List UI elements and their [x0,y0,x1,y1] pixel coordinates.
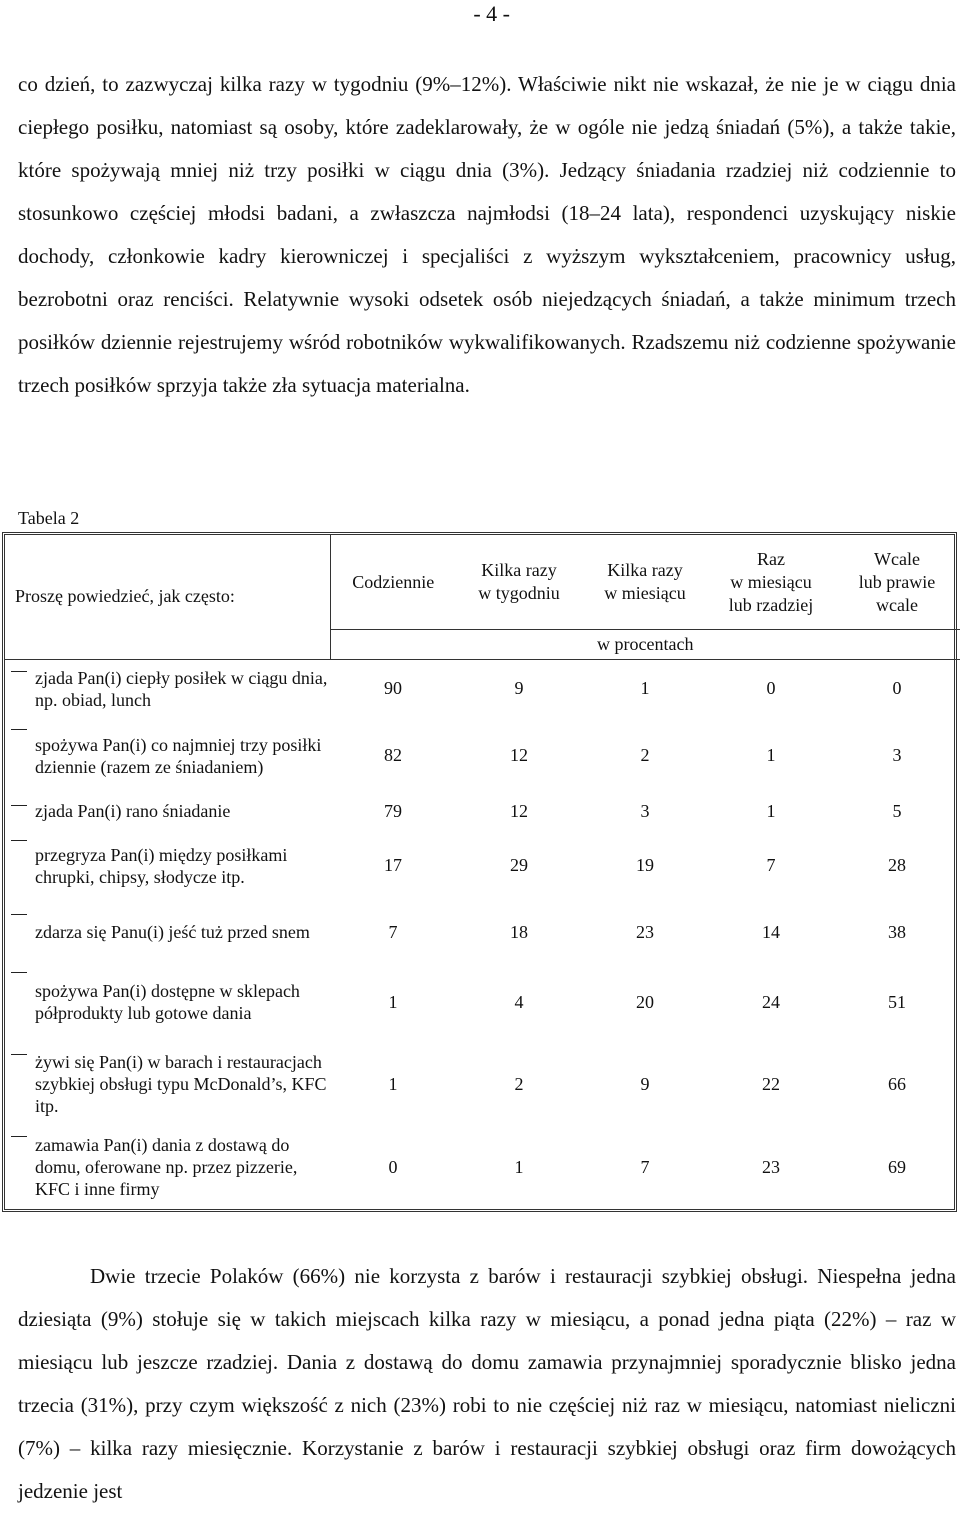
cell-value: 9 [640,1073,650,1094]
row-label [5,1043,330,1125]
page-number: - 4 - [473,1,510,26]
table-row [5,961,960,1043]
cell-value: 2 [640,745,650,766]
cell-value: 4 [514,991,524,1012]
cell-value: 17 [384,855,402,876]
cell-value: 7 [388,921,398,942]
row-label-text: żywi się Pan(i) w barach i restauracjach szybkiej obsługi typu McDonald’s, KFC itp. [35,1052,327,1117]
cell-value: 1 [388,991,398,1012]
cell-value: 1 [514,1156,524,1177]
cell-value: 1 [766,745,776,766]
cell-value: 23 [636,921,654,942]
column-header: Codziennie [352,571,435,592]
cell-value: 38 [888,921,906,942]
cell-value: 51 [888,991,906,1012]
row-label-text: zjada Pan(i) ciepły posiłek w ciągu dnia, np. obiad, lunch [35,667,328,710]
cell-value: 5 [892,800,902,821]
row-label [5,903,330,962]
row-label [5,829,330,902]
table-row [5,829,960,902]
cell-value: 69 [888,1156,906,1177]
cell-value: 0 [388,1156,398,1177]
column-header: Wcale lub prawie wcale [858,548,936,615]
row-label [5,961,330,1043]
cell-value: 0 [708,659,834,718]
row-label-text: spożywa Pan(i) dostępne w sklepach półprodukty lub gotowe dania [35,981,300,1024]
row-label-text: przegryza Pan(i) między posiłkami chrupki, chipsy, słodycze itp. [35,844,288,887]
cell-value: 12 [510,745,528,766]
row-label [5,659,330,718]
table-row [5,659,960,718]
row-label-text: spożywa Pan(i) co najmniej trzy posiłki dziennie (razem ze śniadaniem) [35,734,322,777]
table-row [5,903,960,962]
unit-label: w procentach [330,630,960,659]
cell-value: 82 [384,745,402,766]
body-paragraph-bottom: Dwie trzecie Polaków (66%) nie korzysta z barów i restauracji szybkiej obsługi. Niespełna jedna dziesiąta (9%) stołuje się w takich miejscach kilka razy w miesiącu, a ponad jedna piąta (22%) – raz w miesiącu lub jeszcze rzadziej. Dania z dostawą do domu zamawia przynajmniej sporadycznie blisko jedna trzecia (31%), przy czym większość z nich (23%) robi to nie częściej niż raz w miesiącu, natomiast nieliczni (7%) – kilka razy miesięcznie. Korzystanie z barów i restauracji szybkiej obsługi oraz firm dowożących jedzenie jest [18,1264,956,1503]
cell-value: 1 [766,800,776,821]
cell-value: 66 [888,1073,906,1094]
cell-value: 22 [762,1073,780,1094]
row-label [5,1125,330,1209]
cell-value: 18 [510,921,528,942]
cell-value: 9 [456,659,582,718]
cell-value: 1 [388,1073,398,1094]
table-question: Proszę powiedzieć, jak często: [5,535,330,659]
cell-value: 3 [892,745,902,766]
column-header: Kilka razy w miesiącu [604,560,686,604]
cell-value: 24 [762,991,780,1012]
cell-value: 90 [330,659,456,718]
table-caption: Tabela 2 [18,508,80,528]
cell-value: 20 [636,991,654,1012]
table-row [5,794,960,830]
column-header: Kilka razy w tygodniu [478,560,560,604]
cell-value: 7 [640,1156,650,1177]
cell-value: 0 [834,659,960,718]
cell-value: 1 [582,659,708,718]
cell-value: 23 [762,1156,780,1177]
row-label [5,794,330,830]
row-label-text: zdarza się Panu(i) jeść tuż przed snem [35,922,310,942]
cell-value: 79 [384,800,402,821]
column-header: Raz w miesiącu lub rzadziej [728,548,814,615]
cell-value: 7 [766,855,776,876]
cell-value: 3 [640,800,650,821]
cell-value: 29 [510,855,528,876]
table-row [5,1043,960,1125]
row-label-text: zamawia Pan(i) dania z dostawą do domu, oferowane np. przez pizzerie, KFC i inne firmy [35,1135,298,1199]
table-body [5,659,960,1209]
cell-value: 12 [510,800,528,821]
cell-value: 2 [514,1073,524,1094]
table-row [5,718,960,794]
row-label [5,718,330,794]
cell-value: 14 [762,921,780,942]
cell-value: 19 [636,855,654,876]
row-label-text: zjada Pan(i) rano śniadanie [35,801,231,822]
body-paragraph-top: co dzień, to zazwyczaj kilka razy w tygodniu (9%–12%). Właściwie nikt nie wskazał, że nie je w ciągu dnia ciepłego posiłku, natomiast są osoby, które zadeklarowały, że w ogóle nie jedzą śniadań (5%), a także takie, które spożywają mniej niż trzy posiłki w ciągu dnia (3%). Jedzący śniadania rzadziej niż codziennie to stosunkowo częściej młodsi badani, a zwłaszcza najmłodsi (18–24 lata), respondenci uzyskujący niskie dochody, członkowie kadry kierowniczej i specjaliści z wyższym wykształceniem, pracownicy usług, bezrobotni oraz renciści. Relatywnie wysoki odsetek osób niejedzących śniadań, a także minimum trzech posiłków dziennie rejestrujemy wśród robotników wykwalifikowanych. Rzadszemu niż codzienne spożywanie trzech posiłków sprzyja także zła sytuacja materialna. [18,72,956,397]
cell-value: 28 [888,855,906,876]
frequency-table [2,532,957,1212]
table-row [5,1125,960,1209]
